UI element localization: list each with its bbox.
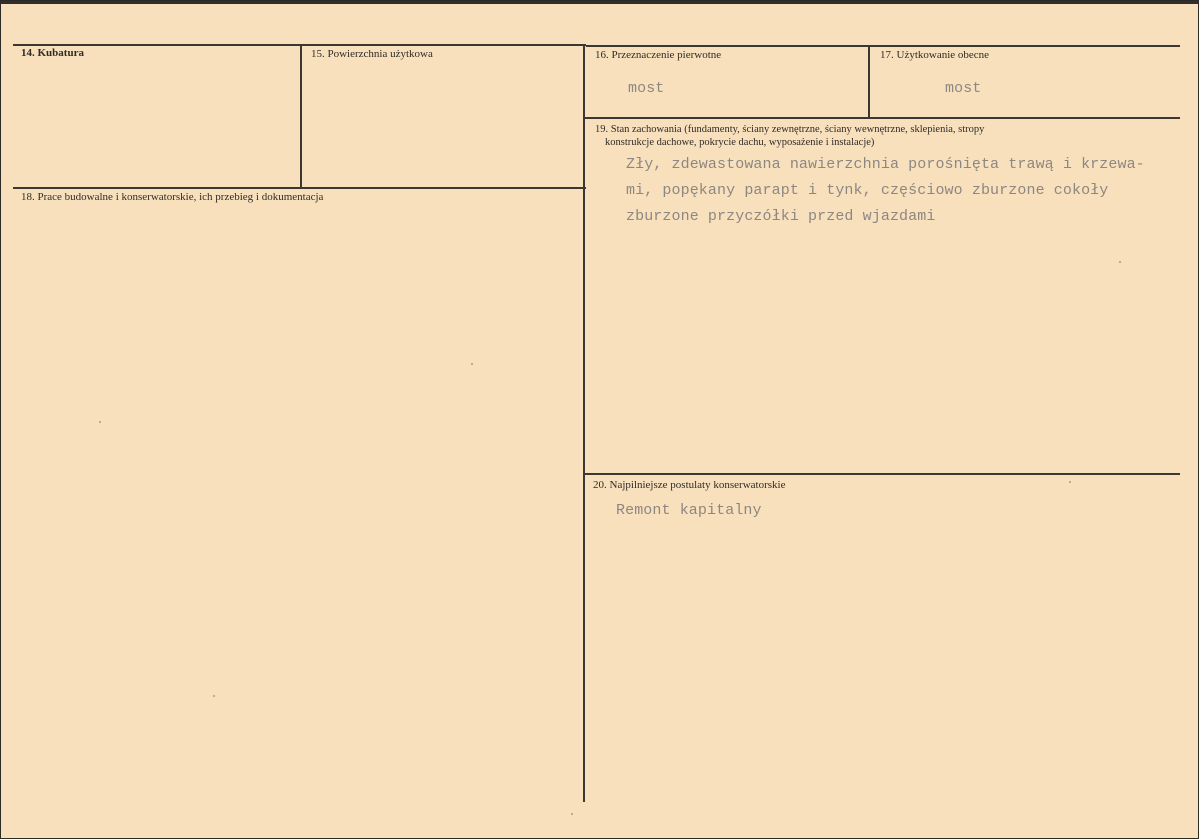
center-divider bbox=[583, 45, 585, 802]
field-20-label: 20. Najpilniejsze postulaty konserwatorskie bbox=[593, 479, 786, 491]
divider-16-17 bbox=[868, 45, 870, 117]
rule-under-16-17 bbox=[585, 117, 1180, 119]
paper-speck bbox=[213, 695, 215, 697]
field-14-label: 14. Kubatura bbox=[21, 47, 84, 59]
paper-speck bbox=[1119, 261, 1121, 263]
field-19-label-line1: 19. Stan zachowania (fundamenty, ściany zewnętrzne, ściany wewnętrzne, sklepienia, stropy bbox=[595, 124, 985, 135]
rule-above-20 bbox=[585, 473, 1180, 475]
top-edge bbox=[1, 1, 1198, 4]
rule-under-14-15 bbox=[13, 187, 586, 189]
field-19-value-line3: zburzone przyczółki przed wjazdami bbox=[626, 208, 936, 225]
top-rule-right bbox=[586, 45, 1180, 47]
paper-speck bbox=[471, 363, 473, 365]
field-17-label: 17. Użytkowanie obecne bbox=[880, 49, 990, 61]
field-19-label-line2: konstrukcje dachowe, pokrycie dachu, wyposażenie i instalacje) bbox=[605, 137, 875, 148]
field-16-value: most bbox=[628, 80, 665, 97]
field-16-label: 16. Przeznaczenie pierwotne bbox=[595, 49, 722, 61]
field-19-value-line2: mi, popękany parapt i tynk, częściowo zburzone cokoły bbox=[626, 182, 1109, 199]
paper-speck bbox=[1069, 481, 1071, 483]
paper-speck bbox=[99, 421, 101, 423]
paper-speck bbox=[571, 813, 573, 815]
divider-14-15 bbox=[300, 45, 302, 187]
field-20-value: Remont kapitalny bbox=[616, 502, 762, 519]
field-19-value-line1: Zły, zdewastowana nawierzchnia porośnięta trawą i krzewa- bbox=[626, 156, 1145, 173]
field-18-label: 18. Prace budowalne i konserwatorskie, ich przebieg i dokumentacja bbox=[21, 191, 324, 203]
field-15-label: 15. Powierzchnia użytkowa bbox=[311, 48, 433, 60]
field-17-value: most bbox=[945, 80, 982, 97]
